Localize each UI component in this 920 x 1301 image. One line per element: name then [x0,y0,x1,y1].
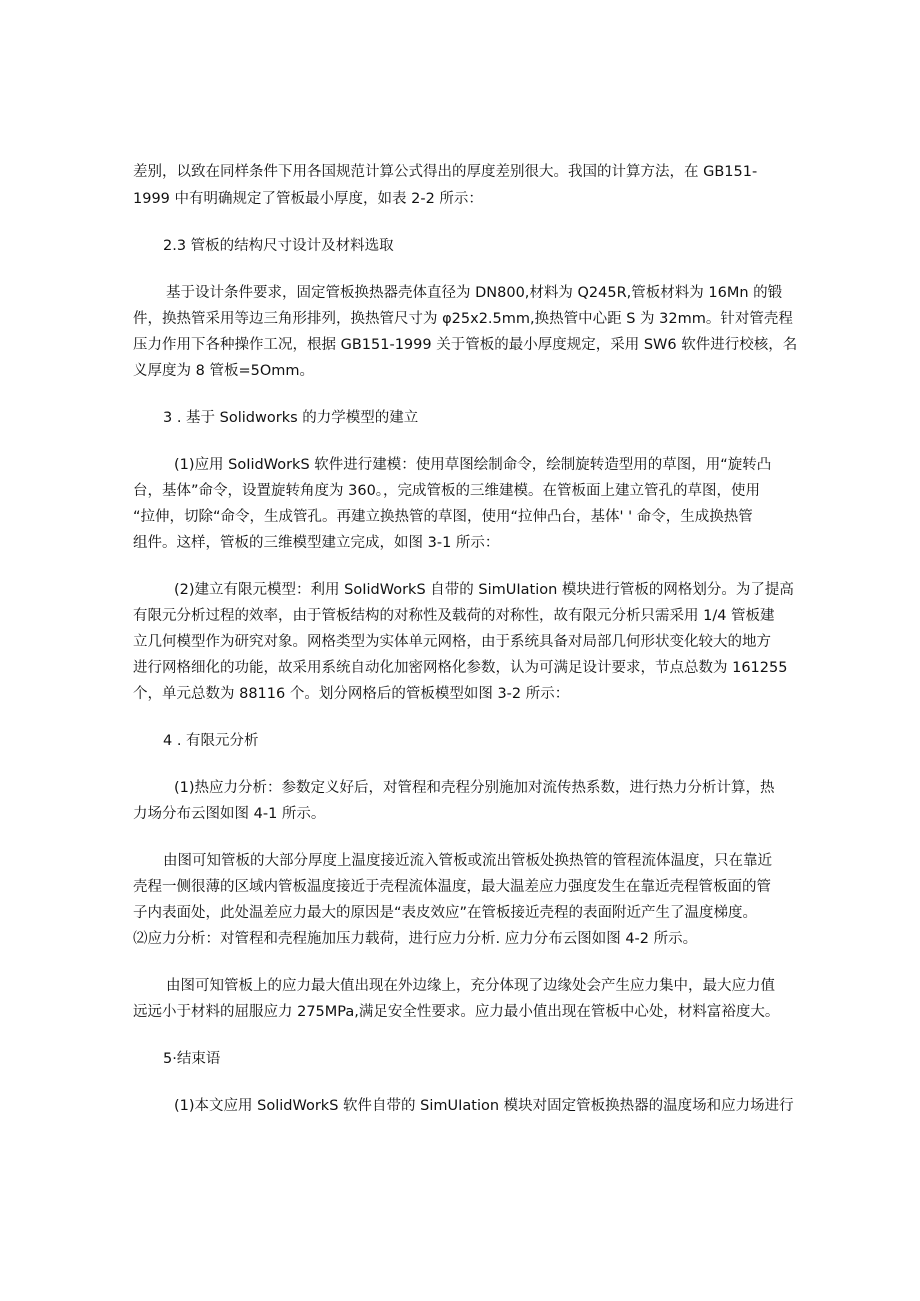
paragraph-3-2-line-4: 进行网格细化的功能，故采用系统自动化加密网格化参数，认为可满足设计要求，节点总数为 161255 [133,660,788,676]
paragraph-4-2-line-4: ⑵应力分析：对管程和壳程施加压力载荷，进行应力分析. 应力分布云图如图 4-2 所示。 [133,931,698,947]
paragraph-design-line-3: 压力作用下各种操作工况，根据 GB151-1999 关于管板的最小厚度规定，采用 SW6 软件进行校核，名 [133,337,798,353]
paragraph-intro-line-2: 1999 中有明确规定了管板最小厚度，如表 2-2 所示： [133,191,483,207]
paragraph-4-1-line-2: 力场分布云图如图 4-1 所示。 [133,806,326,822]
paragraph-3-2-line-2: 有限元分析过程的效率，由于管板结构的对称性及载荷的对称性，故有限元分析只需采用 1/4 管板建 [133,608,775,624]
paragraph-4-1-line-1: (1)热应力分析：参数定义好后，对管程和壳程分别施加对流传热系数，进行热力分析计算，热 [174,780,775,796]
paragraph-design-line-1: 基于设计条件要求，固定管板换热器壳体直径为 DN800,材料为 Q245R,管板材料为 16Mn 的锻 [166,285,783,301]
section-heading-2-3: 2.3 管板的结构尺寸设计及材料选取 [163,238,394,254]
paragraph-design-line-4: 义厚度为 8 管板=5Omm。 [133,363,314,379]
paragraph-3-1-line-4: 组件。这样，管板的三维模型建立完成，如图 3-1 所示： [133,535,500,551]
paragraph-intro-line-1: 差别，以致在同样条件下用各国规范计算公式得出的厚度差别很大。我国的计算方法，在 GB151- [133,164,758,180]
paragraph-3-2-line-3: 立几何模型作为研究对象。网格类型为实体单元网格，由于系统具备对局部几何形状变化较大的地方 [133,634,771,650]
section-heading-5: 5·结束语 [163,1051,221,1067]
paragraph-3-1-line-1: (1)应用 SoIidWorkS 软件进行建模：使用草图绘制命令，绘制旋转造型用的草图，用“旋转凸 [174,457,772,473]
paragraph-4-3-line-1: 由图可知管板上的应力最大值出现在外边缘上，充分体现了边缘处会产生应力集中，最大应力值 [166,978,775,994]
paragraph-design-line-2: 件，换热管采用等边三角形排列，换热管尺寸为 φ25x2.5mm,换热管中心距 S 为 32mm。针对管壳程 [133,311,793,327]
paragraph-4-2-line-2: 壳程一侧很薄的区域内管板温度接近于壳程流体温度，最大温差应力强度发生在靠近壳程管板面的管 [133,879,771,895]
paragraph-4-2-line-3: 子内表面处，此处温差应力最大的原因是“表皮效应”在管板接近壳程的表面附近产生了温度梯度。 [133,905,758,921]
paragraph-3-1-line-3: “拉伸，切除“命令，生成管孔。再建立换热管的草图，使用“拉伸凸台，基体' ' 命令，生成换热管 [133,509,753,525]
paragraph-5-1-line-1: (1)本文应用 SolidWorkS 软件自带的 SimUIation 模块对固定管板换热器的温度场和应力场进行 [174,1098,794,1114]
paragraph-3-2-line-1: (2)建立有限元模型：利用 SoIidWorkS 自带的 SimUIation 模块进行管板的网格划分。为了提高 [174,582,794,598]
section-heading-4: 4 . 有限元分析 [163,733,259,749]
paragraph-3-1-line-2: 台，基体”命令，设置旋转角度为 360。，完成管板的三维建模。在管板面上建立管孔的草图，使用 [133,483,761,499]
paragraph-4-2-line-1: 由图可知管板的大部分厚度上温度接近流入管板或流出管板处换热管的管程流体温度，只在靠近 [163,853,772,869]
paragraph-4-3-line-2: 远远小于材料的屈服应力 275MPa,满足安全性要求。应力最小值出现在管板中心处，材料富裕度大。 [133,1004,780,1020]
paragraph-3-2-line-5: 个，单元总数为 88116 个。划分网格后的管板模型如图 3-2 所示： [133,686,570,702]
section-heading-3: 3 . 基于 Solidworks 的力学模型的建立 [163,410,419,426]
